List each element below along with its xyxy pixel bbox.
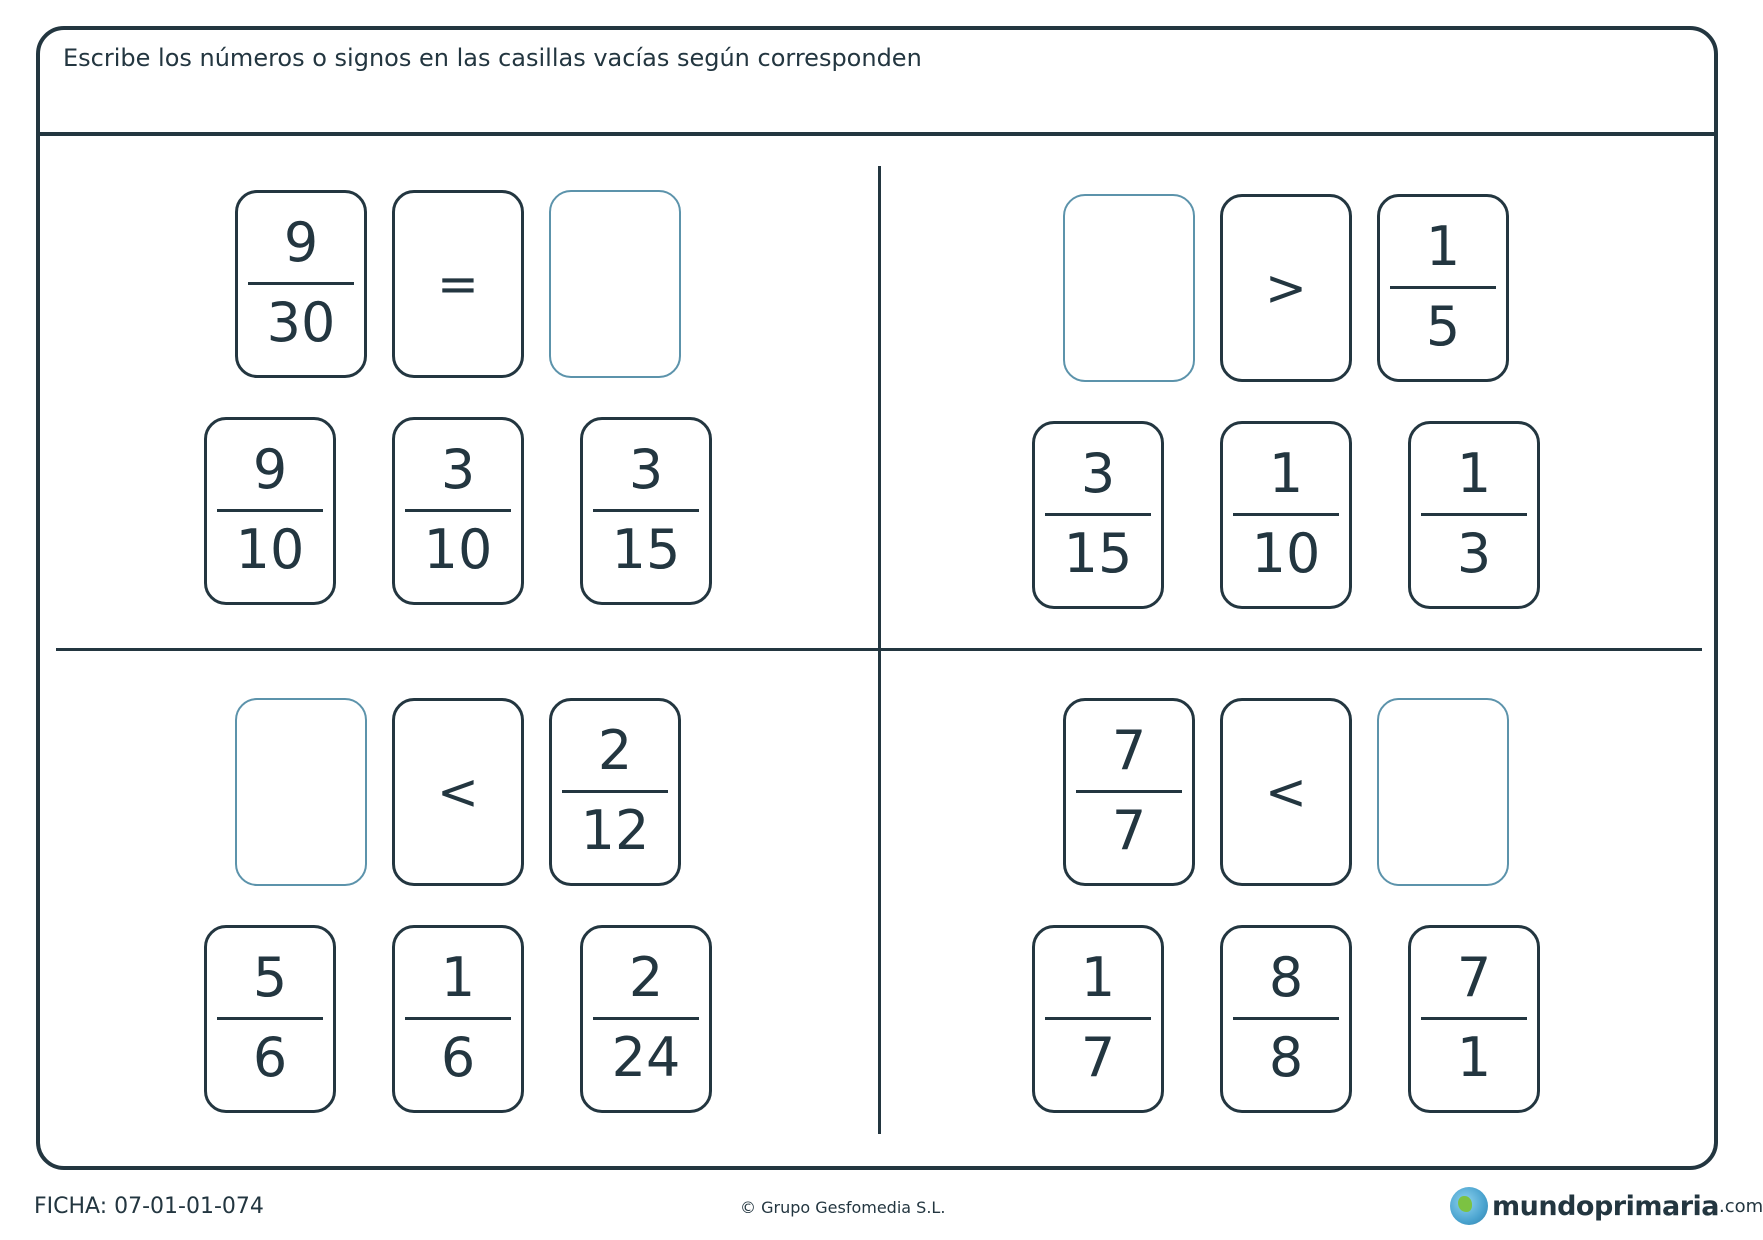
worksheet-code: FICHA: 07-01-01-074 [34, 1194, 264, 1219]
copyright-text: © Grupo Gesfomedia S.L. [740, 1198, 946, 1217]
denominator: 24 [611, 1026, 681, 1089]
option-card[interactable] [204, 925, 336, 1113]
option-card[interactable] [580, 417, 712, 605]
fraction-bar [405, 509, 511, 512]
numerator: 2 [597, 719, 633, 782]
fraction-bar [1421, 513, 1527, 516]
option-card[interactable] [1032, 925, 1164, 1113]
denominator: 15 [1063, 522, 1133, 585]
option-card[interactable] [1220, 421, 1352, 609]
option-card[interactable] [1408, 925, 1540, 1113]
fraction-card [1063, 698, 1195, 886]
sign-card [392, 190, 524, 378]
denominator: 15 [611, 518, 681, 581]
fraction-bar [1233, 1017, 1339, 1020]
empty-answer-box[interactable] [549, 190, 681, 378]
fraction-bar [1045, 1017, 1151, 1020]
numerator: 7 [1111, 719, 1147, 782]
empty-answer-box[interactable] [1063, 194, 1195, 382]
option-card[interactable] [392, 925, 524, 1113]
numerator: 1 [1456, 442, 1492, 505]
denominator: 10 [235, 518, 305, 581]
denominator: 10 [1251, 522, 1321, 585]
numerator: 2 [628, 946, 664, 1009]
empty-answer-box[interactable] [1377, 698, 1509, 886]
instruction-text: Escribe los números o signos en las casillas vacías según corresponden [63, 44, 922, 72]
numerator: 1 [1268, 442, 1304, 505]
numerator: 9 [252, 438, 288, 501]
comparison-sign: < [437, 763, 479, 821]
option-card[interactable] [1408, 421, 1540, 609]
numerator: 3 [1080, 442, 1116, 505]
fraction-bar [1233, 513, 1339, 516]
fraction-bar [217, 1017, 323, 1020]
mundoprimaria-logo[interactable] [1450, 1186, 1763, 1226]
numerator: 8 [1268, 946, 1304, 1009]
horizontal-divider [56, 648, 1702, 651]
fraction-bar [217, 509, 323, 512]
logo-text: mundoprimaria [1492, 1190, 1719, 1222]
comparison-sign: > [1265, 259, 1307, 317]
denominator: 6 [252, 1026, 288, 1089]
fraction-card [235, 190, 367, 378]
denominator: 5 [1425, 295, 1461, 358]
denominator: 12 [580, 799, 650, 862]
option-card[interactable] [1032, 421, 1164, 609]
option-card[interactable] [204, 417, 336, 605]
denominator: 7 [1080, 1026, 1116, 1089]
numerator: 3 [440, 438, 476, 501]
numerator: 7 [1456, 946, 1492, 1009]
fraction-card [1377, 194, 1509, 382]
fraction-bar [562, 790, 668, 793]
fraction-bar [593, 1017, 699, 1020]
option-card[interactable] [392, 417, 524, 605]
comparison-sign: < [1265, 763, 1307, 821]
numerator: 9 [283, 211, 319, 274]
fraction-bar [1421, 1017, 1527, 1020]
denominator: 8 [1268, 1026, 1304, 1089]
sign-card [392, 698, 524, 886]
numerator: 5 [252, 946, 288, 1009]
numerator: 1 [440, 946, 476, 1009]
fraction-card [549, 698, 681, 886]
denominator: 30 [266, 291, 336, 354]
denominator: 7 [1111, 799, 1147, 862]
numerator: 1 [1080, 946, 1116, 1009]
fraction-bar [593, 509, 699, 512]
header-divider [36, 132, 1718, 136]
option-card[interactable] [580, 925, 712, 1113]
denominator: 10 [423, 518, 493, 581]
numerator: 1 [1425, 215, 1461, 278]
logo-suffix: .com [1719, 1195, 1763, 1217]
fraction-bar [1045, 513, 1151, 516]
denominator: 3 [1456, 522, 1492, 585]
empty-answer-box[interactable] [235, 698, 367, 886]
sign-card [1220, 698, 1352, 886]
option-card[interactable] [1220, 925, 1352, 1113]
fraction-bar [248, 282, 354, 285]
denominator: 1 [1456, 1026, 1492, 1089]
fraction-bar [1390, 286, 1496, 289]
numerator: 3 [628, 438, 664, 501]
fraction-bar [405, 1017, 511, 1020]
sign-card [1220, 194, 1352, 382]
denominator: 6 [440, 1026, 476, 1089]
globe-icon [1450, 1187, 1488, 1225]
fraction-bar [1076, 790, 1182, 793]
comparison-sign: = [437, 255, 479, 313]
